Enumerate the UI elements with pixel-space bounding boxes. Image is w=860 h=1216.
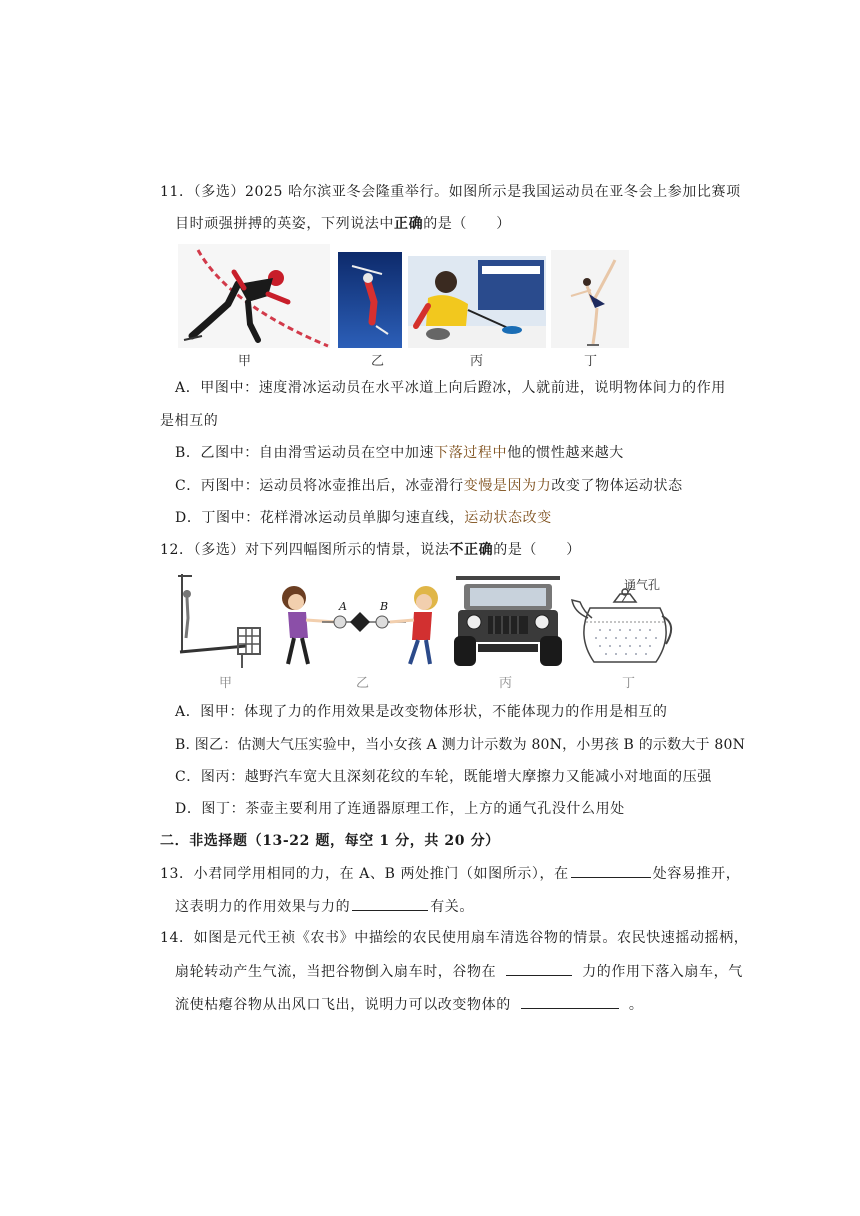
q11-option-d <box>175 508 552 528</box>
tug-label-a: A <box>339 600 347 613</box>
q11-option-b-text: B．乙图中：自由滑雪运动员在空中加速 <box>175 445 435 461</box>
q11-stem-tail: 的是（ ） <box>423 216 511 232</box>
q11-option-c <box>175 476 683 496</box>
q14-line3-tail: 。 <box>628 997 644 1013</box>
q14-blank-1[interactable] <box>506 961 572 976</box>
q11-figure-figure-skater <box>551 250 629 348</box>
q12-fig-label-yi: 乙 <box>356 676 370 691</box>
q11-option-c-text: C．丙图中：运动员将冰壶推出后，冰壶滑行 <box>175 478 464 494</box>
q13-line2 <box>175 896 474 917</box>
q14-line3 <box>175 994 643 1015</box>
q11-option-a-line1: A．甲图中：速度滑冰运动员在水平冰道上向后蹬冰，人就前进，说明物体间力的作用 <box>175 380 726 396</box>
q11-figure-speed-skater <box>178 244 330 348</box>
q11-fig-label-yi: 乙 <box>371 354 385 369</box>
q12-figure-tug-experiment <box>278 580 442 672</box>
q11-fig-label-ding: 丁 <box>584 354 598 369</box>
q11-option-a-line2: 是相互的 <box>160 413 219 429</box>
q13-text: 13．小君同学用相同的力，在 A、B 两处推门（如图所示），在 <box>160 866 569 882</box>
q13-line2-tail: 有关。 <box>430 899 475 915</box>
q14-line2-tail: 力的作用下落入扇车，气 <box>582 964 743 980</box>
q11-option-d-text: D．丁图中：花样滑冰运动员单脚匀速直线， <box>175 510 465 526</box>
q12-figure-offroad-vehicle <box>452 574 564 670</box>
q11-fig-label-jia: 甲 <box>238 354 252 369</box>
q11-option-d-highlight: 运动状态改变 <box>464 510 552 526</box>
q11-option-c-tail: 改变了物体运动状态 <box>551 478 683 494</box>
q13-blank-2[interactable] <box>352 896 428 911</box>
q13-line2-text: 这表明力的作用效果与力的 <box>175 899 351 915</box>
q13-text-tail: 处容易推开， <box>652 866 741 882</box>
q11-fig-label-bing: 丙 <box>470 354 484 369</box>
q11-emphasis: 正确 <box>394 216 424 232</box>
q11-figure-curling <box>408 256 546 348</box>
q11-option-b <box>175 443 624 463</box>
q12-fig-label-bing: 丙 <box>499 676 513 691</box>
q13-line1 <box>160 863 740 884</box>
q12-stem-text: 12．（多选）对下列四幅图所示的情景，说法 <box>160 542 450 558</box>
tug-label-b: B <box>380 600 389 613</box>
q14-line1: 14．如图是元代王祯《农书》中描绘的农民使用扇车清选谷物的情景。农民快速摇动摇柄， <box>160 930 749 946</box>
q12-emphasis: 不正确 <box>449 542 494 558</box>
q11-option-b-highlight: 下落过程中 <box>434 445 508 461</box>
q14-blank-2[interactable] <box>521 994 619 1009</box>
q14-line3-text: 流使枯瘪谷物从出风口飞出，说明力可以改变物体的 <box>175 997 511 1013</box>
q12-figure-diving-board <box>176 572 264 670</box>
q14-line2 <box>175 961 743 982</box>
q11-option-c-highlight: 变慢是因为力 <box>463 478 552 494</box>
q11-option-b-tail: 他的惯性越来越大 <box>507 445 624 461</box>
q11-stem-line2 <box>175 214 511 234</box>
q11-stem-text: 目时顽强拼搏的英姿，下列说法中 <box>175 216 394 232</box>
teapot-vent-label: 通气孔 <box>624 578 661 592</box>
q12-option-c: C．图丙：越野汽车宽大且深刻花纹的车轮，既能增大摩擦力又能减小对地面的压强 <box>175 769 712 785</box>
q11-stem-line1: 11．（多选）2025 哈尔滨亚冬会隆重举行。如图所示是我国运动员在亚冬会上参加比赛项 <box>160 184 741 200</box>
q12-option-d: D．图丁：茶壶主要利用了连通器原理工作，上方的通气孔没什么用处 <box>175 801 625 817</box>
q12-stem <box>160 540 581 560</box>
q12-option-a: A．图甲：体现了力的作用效果是改变物体形状，不能体现力的作用是相互的 <box>175 704 668 720</box>
q13-blank-1[interactable] <box>571 863 651 878</box>
q12-fig-label-jia: 甲 <box>219 676 233 691</box>
section-2-title: 二．非选择题（13-22 题，每空 1 分，共 20 分） <box>160 833 500 849</box>
q12-fig-label-ding: 丁 <box>622 676 636 691</box>
q11-figure-freestyle-skier <box>338 252 402 348</box>
q14-line2-text: 扇轮转动产生气流，当把谷物倒入扇车时，谷物在 <box>175 964 497 980</box>
q12-stem-tail: 的是（ ） <box>493 542 581 558</box>
q12-option-b: B. 图乙：估测大气压实验中，当小女孩 A 测力计示数为 80N，小男孩 B 的示数大于 80N <box>175 737 746 753</box>
